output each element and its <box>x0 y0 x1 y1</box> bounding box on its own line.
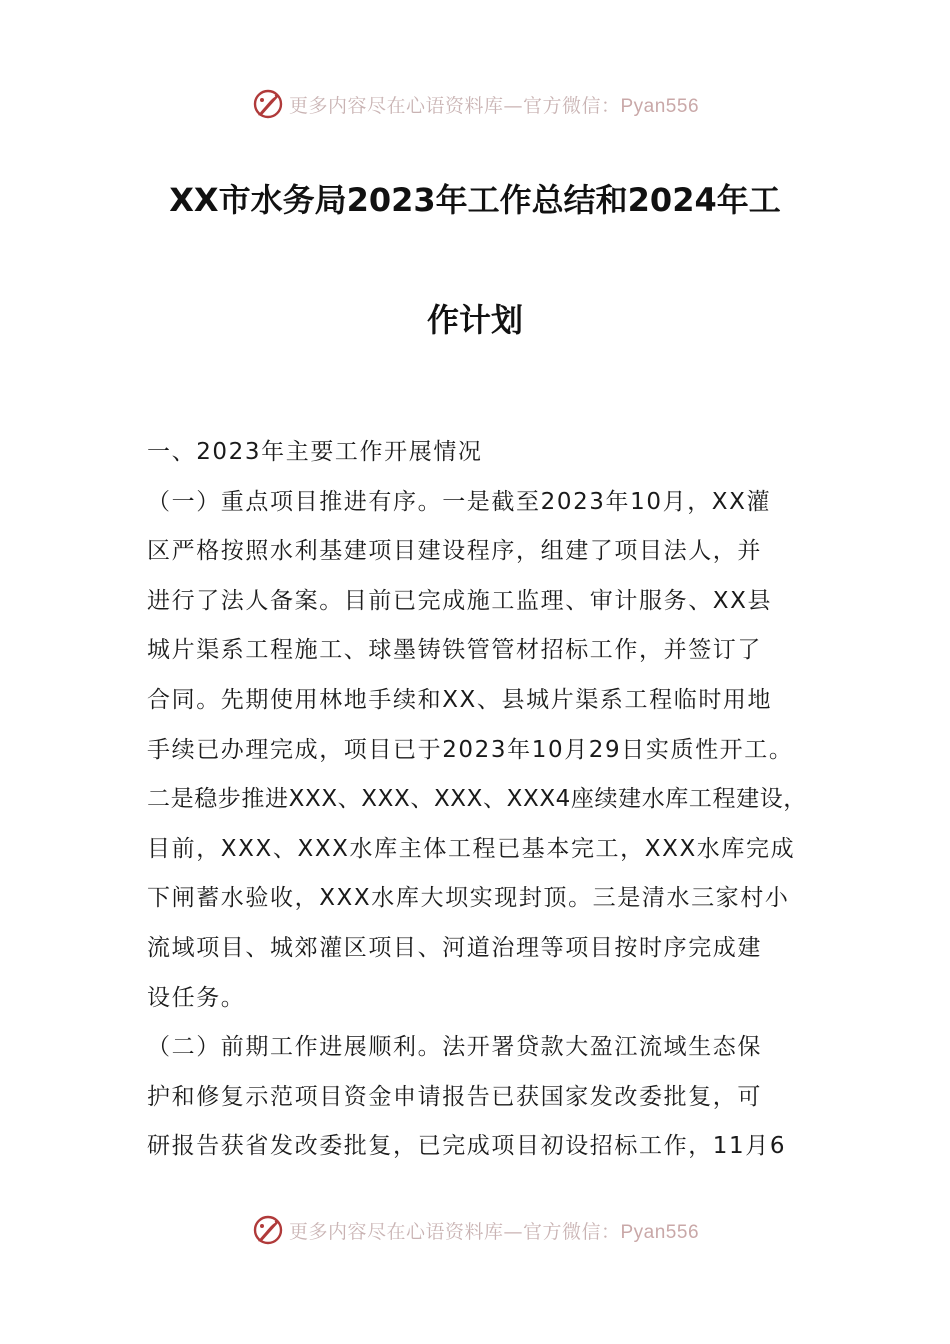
quill-logo-icon <box>251 87 285 121</box>
body-line: 二是稳步推进XXX、XXX、XXX、XXX4座续建水库工程建设， <box>147 786 807 813</box>
body-line: 流域项目、城郊灌区项目、河道治理等项目按时序完成建 <box>147 934 762 961</box>
body-line: 目前，XXX、XXX水库主体工程已基本完工，XXX水库完成 <box>147 835 796 862</box>
quill-logo-icon <box>251 1213 285 1247</box>
body-line: 合同。先期使用林地手续和XX、县城片渠系工程临时用地 <box>147 686 773 713</box>
body-line: 研报告获省发改委批复，已完成项目初设招标工作，11月6 <box>147 1133 787 1160</box>
header-watermark <box>0 84 950 124</box>
document-body <box>147 428 812 1172</box>
document-title-line-2: 作计划 <box>426 301 523 339</box>
body-line: 设任务。 <box>147 984 246 1011</box>
body-line: （一）重点项目推进有序。一是截至2023年10月，XX灌 <box>147 488 772 515</box>
watermark-wechat-id: Pyan556 <box>620 95 700 117</box>
body-line: 区严格按照水利基建项目建设程序，组建了项目法人，并 <box>147 538 762 565</box>
footer-watermark <box>0 1210 950 1250</box>
watermark-wechat-id: Pyan556 <box>620 1221 700 1243</box>
body-line: 一、2023年主要工作开展情况 <box>147 439 483 465</box>
watermark-text: 更多内容尽在心语资料库—官方微信：Pyan556 <box>288 94 700 117</box>
document-title-line-1: XX市水务局2023年工作总结和2024年工 <box>169 181 781 219</box>
body-line: 护和修复示范项目资金申请报告已获国家发改委批复，可 <box>147 1083 762 1110</box>
body-line: 下闸蓄水验收，XXX水库大坝实现封顶。三是清水三家村小 <box>147 885 790 912</box>
body-line: 城片渠系工程施工、球墨铸铁管管材招标工作，并签订了 <box>147 637 762 664</box>
watermark-text: 更多内容尽在心语资料库—官方微信：Pyan556 <box>288 1220 700 1243</box>
body-line: （二）前期工作进展顺利。法开署贷款大盈江流域生态保 <box>147 1034 762 1061</box>
body-line: 手续已办理完成，项目已于2023年10月29日实质性开工。 <box>147 736 794 763</box>
body-line: 进行了法人备案。目前已完成施工监理、审计服务、XX县 <box>147 587 773 614</box>
